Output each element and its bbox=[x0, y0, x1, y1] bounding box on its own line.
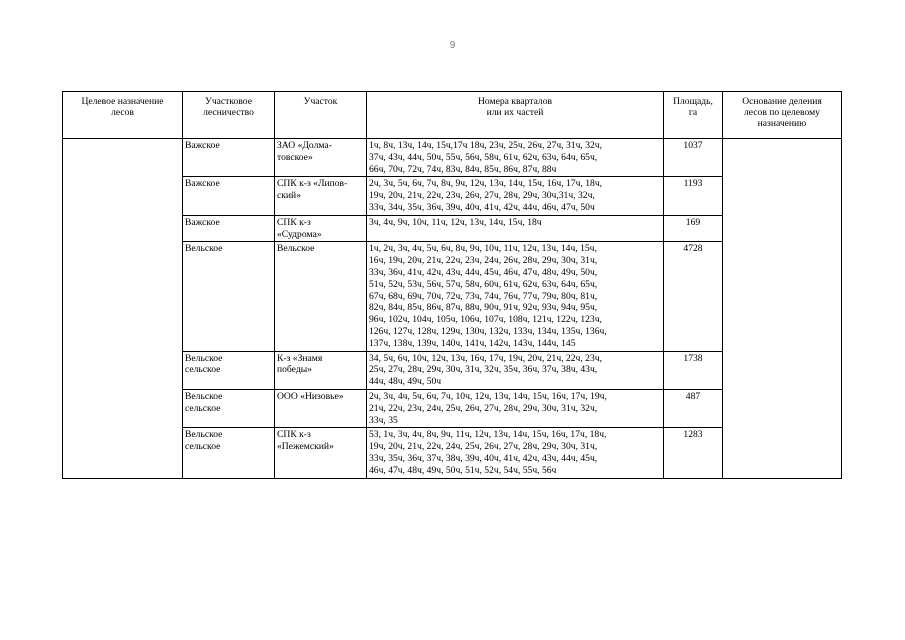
cell-text-line: товское» bbox=[277, 151, 313, 163]
cell-text-line: 34, 5ч, 6ч, 10ч, 12ч, 13ч, 16ч, 17ч, 19ч, 20ч, 21ч, 22ч, 23ч, bbox=[369, 352, 602, 364]
cell-text-line: Вельское bbox=[185, 243, 223, 255]
cell-text-line: 1ч, 8ч, 13ч, 14ч, 15ч,17ч 18ч, 23ч, 25ч, 26ч, 27ч, 31ч, 32ч, bbox=[369, 140, 603, 151]
cell-quarters bbox=[367, 351, 664, 389]
cell-text-line: СПК к-з bbox=[277, 429, 311, 441]
header-quarters bbox=[367, 92, 664, 139]
cell-quarters bbox=[367, 242, 664, 351]
cell-text-line: Вельское bbox=[185, 390, 223, 402]
cell-text-line: 16ч, 19ч, 20ч, 21ч, 22ч, 23ч, 24ч, 26ч, 28ч, 29ч, 30ч, 31ч, bbox=[369, 255, 598, 267]
cell-forestry bbox=[183, 177, 275, 215]
cell-text-line: Вельское bbox=[185, 429, 223, 441]
header-text-line: лесничество bbox=[203, 107, 254, 118]
header-forestry bbox=[183, 92, 275, 139]
header-purpose bbox=[63, 92, 183, 139]
cell-text-line: 2ч, 3ч, 4ч, 5ч, 6ч, 7ч, 10ч, 12ч, 13ч, 14ч, 15ч, 16ч, 17ч, 19ч, bbox=[369, 390, 607, 402]
cell-area: 1037 bbox=[664, 139, 723, 177]
header-text-line: лесов по целевому bbox=[744, 107, 820, 118]
cell-text-line: 46ч, 47ч, 48ч, 49ч, 50ч, 51ч, 52ч, 54ч, 55ч, 56ч bbox=[369, 464, 557, 476]
header-basis bbox=[723, 92, 842, 139]
cell-text-line: 126ч, 127ч, 128ч, 129ч, 130ч, 132ч, 133ч, 134ч, 135ч, 136ч, bbox=[369, 325, 607, 337]
cell-text-line: Важское bbox=[185, 216, 220, 228]
cell-plot bbox=[275, 242, 367, 351]
cell-area: 4728 bbox=[664, 242, 723, 351]
cell-text-line: 1ч, 2ч, 3ч, 4ч, 5ч, 6ч, 8ч, 9ч, 10ч, 11ч, 12ч, 13ч, 14ч, 15ч, bbox=[369, 243, 597, 255]
header-text-line: Номера кварталов bbox=[477, 96, 553, 107]
cell-area: 1738 bbox=[664, 351, 723, 389]
cell-text-line: 3ч, 4ч, 9ч, 10ч, 11ч, 12ч, 13ч, 14ч, 15ч, 18ч bbox=[369, 216, 542, 228]
forest-division-table bbox=[62, 91, 842, 479]
cell-text-line: 33ч, 36ч, 41ч, 42ч, 43ч, 44ч, 45ч, 46ч, 47ч, 48ч, 49ч, 50ч, bbox=[369, 266, 598, 278]
cell-text-line: 137ч, 138ч, 139ч, 140ч, 141ч, 142ч, 143ч, 144ч, 145 bbox=[369, 337, 576, 349]
cell-quarters bbox=[367, 139, 664, 177]
cell-text-line: 44ч, 48ч, 49ч, 50ч bbox=[369, 376, 442, 388]
header-text-line: Целевое назначение bbox=[81, 96, 164, 107]
cell-text-line: «Судрома» bbox=[277, 228, 322, 240]
table-body bbox=[63, 139, 842, 479]
cell-text-line: 82ч, 84ч, 85ч, 86ч, 87ч, 88ч, 90ч, 91ч, 92ч, 93ч, 94ч, 95ч, bbox=[369, 302, 598, 314]
cell-text-line: 33ч, 35ч, 36ч, 37ч, 38ч, 39ч, 40ч, 41ч, 42ч, 43ч, 44ч, 45ч, bbox=[369, 452, 598, 464]
cell-plot bbox=[275, 177, 367, 215]
cell-text-line: 19ч, 20ч, 21ч, 22ч, 24ч, 25ч, 26ч, 27ч, 28ч, 29ч, 30ч, 31ч, bbox=[369, 441, 598, 453]
cell-forestry bbox=[183, 428, 275, 478]
cell-plot bbox=[275, 351, 367, 389]
header-text-line: Площадь, bbox=[673, 96, 713, 107]
cell-forestry bbox=[183, 242, 275, 351]
cell-text-line: победы» bbox=[277, 364, 312, 376]
header-text-line: Основание деления bbox=[742, 96, 822, 107]
header-plot bbox=[275, 92, 367, 139]
table-header-row bbox=[63, 92, 842, 139]
cell-text-line: СПК к-з bbox=[277, 216, 311, 228]
cell-text-line: 53, 1ч, 3ч, 4ч, 8ч, 9ч, 11ч, 12ч, 13ч, 14ч, 15ч, 16ч, 17ч, 18ч, bbox=[369, 429, 607, 441]
cell-text-line: Важское bbox=[185, 178, 220, 190]
cell-text-line: ский» bbox=[277, 190, 301, 202]
cell-quarters bbox=[367, 428, 664, 478]
cell-area: 169 bbox=[664, 215, 723, 242]
header-text-line: или их частей bbox=[486, 107, 544, 118]
cell-text-line: 33ч, 35 bbox=[369, 414, 398, 426]
cell-plot bbox=[275, 389, 367, 427]
header-text-line: Участок bbox=[303, 96, 338, 107]
table-row bbox=[63, 139, 842, 177]
cell-text-line: 25ч, 27ч, 28ч, 29ч, 30ч, 31ч, 32ч, 35ч, 36ч, 37ч, 38ч, 43ч, bbox=[369, 364, 598, 376]
cell-text-line: сельское bbox=[185, 441, 221, 453]
cell-text-line: 21ч, 22ч, 23ч, 24ч, 25ч, 26ч, 27ч, 28ч, 29ч, 30ч, 31ч, 32ч, bbox=[369, 402, 598, 414]
cell-forestry bbox=[183, 215, 275, 242]
cell-text-line: 19ч, 20ч, 21ч, 22ч, 23ч, 26ч, 27ч, 28ч, 29ч, 30ч,31ч, 32ч, bbox=[369, 190, 595, 202]
header-text-line: назначению bbox=[757, 118, 807, 129]
cell-text-line: 2ч, 3ч, 5ч, 6ч, 7ч, 8ч, 9ч, 12ч, 13ч, 14ч, 15ч, 16ч, 17ч, 18ч, bbox=[369, 178, 603, 190]
cell-text-line: «Пежемский» bbox=[277, 441, 334, 453]
header-text-line: лесов bbox=[111, 107, 134, 118]
cell-text-line: 66ч, 70ч, 72ч, 74ч, 83ч, 84ч, 85ч, 86ч, 87ч, 88ч bbox=[369, 163, 557, 175]
cell-text-line: СПК к-з «Липов- bbox=[277, 178, 348, 190]
cell-text-line: сельское bbox=[185, 364, 221, 376]
cell-text-line: Важское bbox=[185, 140, 220, 151]
cell-plot bbox=[275, 215, 367, 242]
cell-basis bbox=[723, 139, 842, 479]
cell-purpose bbox=[63, 139, 183, 479]
header-area bbox=[664, 92, 723, 139]
cell-plot bbox=[275, 428, 367, 478]
cell-quarters bbox=[367, 215, 664, 242]
cell-quarters bbox=[367, 177, 664, 215]
cell-text-line: 96ч, 102ч, 104ч, 105ч, 106ч, 107ч, 108ч, 121ч, 122ч, 123ч, bbox=[369, 314, 602, 326]
page-number: 9 bbox=[449, 40, 456, 51]
cell-area: 487 bbox=[664, 389, 723, 427]
cell-text-line: Вельское bbox=[185, 352, 223, 364]
cell-text-line: 33ч, 34ч, 35ч, 36ч, 39ч, 40ч, 41ч, 42ч, 44ч, 46ч, 47ч, 50ч bbox=[369, 201, 595, 213]
cell-text-line: сельское bbox=[185, 402, 221, 414]
header-text-line: га bbox=[688, 107, 698, 118]
cell-forestry bbox=[183, 389, 275, 427]
cell-area: 1193 bbox=[664, 177, 723, 215]
cell-area: 1283 bbox=[664, 428, 723, 478]
cell-text-line: 37ч, 43ч, 44ч, 50ч, 55ч, 56ч, 58ч, 61ч, 62ч, 63ч, 64ч, 65ч, bbox=[369, 151, 598, 163]
cell-text-line: 67ч, 68ч, 69ч, 70ч, 72ч, 73ч, 74ч, 76ч, 77ч, 79ч, 80ч, 81ч, bbox=[369, 290, 598, 302]
cell-text-line: К-з «Знамя bbox=[277, 352, 323, 364]
cell-text-line: Вельское bbox=[277, 243, 315, 255]
header-text-line: Участковое bbox=[205, 96, 252, 107]
cell-forestry bbox=[183, 351, 275, 389]
cell-text-line: ЗАО «Долма- bbox=[277, 140, 332, 151]
cell-quarters bbox=[367, 389, 664, 427]
cell-plot bbox=[275, 139, 367, 177]
cell-text-line: 51ч, 52ч, 53ч, 56ч, 57ч, 58ч, 60ч, 61ч, 62ч, 63ч, 64ч, 65ч, bbox=[369, 278, 598, 290]
cell-text-line: ООО «Низовье» bbox=[277, 390, 344, 402]
cell-forestry bbox=[183, 139, 275, 177]
